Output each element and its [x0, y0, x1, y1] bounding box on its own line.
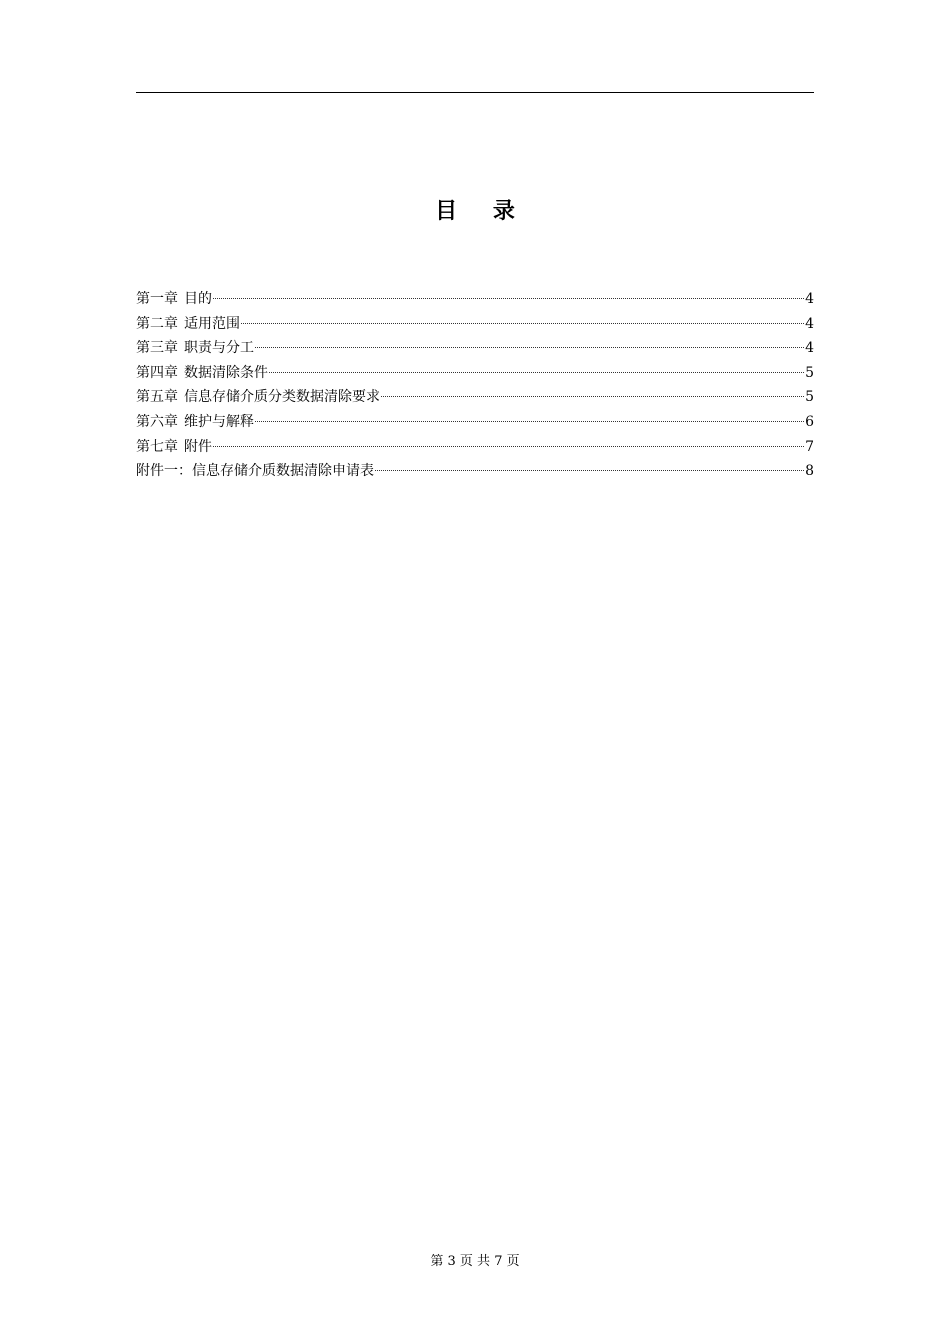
- header-rule: [136, 92, 814, 93]
- toc-entry-chapter: 第三章: [136, 340, 178, 357]
- toc-entry[interactable]: [136, 361, 814, 386]
- toc-entry[interactable]: [136, 410, 814, 435]
- toc-dot-leader: [381, 396, 804, 397]
- toc-entry-title: 职责与分工: [184, 340, 254, 357]
- toc-entry-title: 信息存储介质分类数据清除要求: [184, 389, 380, 406]
- toc-entry-chapter: 第二章: [136, 315, 178, 332]
- toc-entry[interactable]: [136, 287, 814, 312]
- page-title-char: 录: [492, 199, 515, 224]
- toc-entry-title: 目的: [184, 291, 212, 307]
- toc-entry-page: 7: [805, 438, 814, 455]
- toc-entry[interactable]: [136, 336, 814, 361]
- toc-entry-chapter: 第一章: [136, 291, 178, 307]
- toc-entry-page: 4: [805, 340, 814, 357]
- toc-entry-title: 附件: [184, 438, 212, 455]
- page-title-char: 目: [435, 199, 458, 224]
- toc-entry[interactable]: [136, 459, 814, 484]
- page-title: [0, 196, 950, 228]
- toc-entry-page: 5: [805, 364, 814, 381]
- toc-dot-leader: [375, 470, 804, 471]
- toc-entry[interactable]: [136, 312, 814, 337]
- toc-entry-chapter: 第六章: [136, 413, 178, 430]
- toc-entry[interactable]: [136, 435, 814, 460]
- table-of-contents: [136, 287, 814, 484]
- toc-entry-chapter: 第五章: [136, 389, 178, 406]
- toc-dot-leader: [241, 323, 804, 324]
- page-footer: 第 3 页 共 7 页: [430, 1254, 520, 1269]
- toc-entry-chapter: 第七章: [136, 438, 178, 455]
- toc-dot-leader: [213, 446, 804, 447]
- toc-dot-leader: [255, 347, 804, 348]
- toc-entry-page: 4: [805, 315, 814, 332]
- toc-dot-leader: [213, 298, 804, 299]
- toc-entry-page: 4: [805, 291, 814, 307]
- toc-entry-title: 附件一：信息存储介质数据清除申请表: [136, 463, 374, 480]
- toc-dot-leader: [255, 421, 804, 422]
- toc-dot-leader: [269, 372, 804, 373]
- toc-entry[interactable]: [136, 385, 814, 410]
- toc-entry-title: 适用范围: [184, 315, 240, 332]
- toc-entry-page: 6: [805, 413, 814, 430]
- toc-entry-title: 维护与解释: [184, 413, 254, 430]
- toc-entry-page: 5: [805, 389, 814, 406]
- toc-entry-title: 数据清除条件: [184, 364, 268, 381]
- toc-entry-page: 8: [805, 463, 814, 480]
- toc-entry-chapter: 第四章: [136, 364, 178, 381]
